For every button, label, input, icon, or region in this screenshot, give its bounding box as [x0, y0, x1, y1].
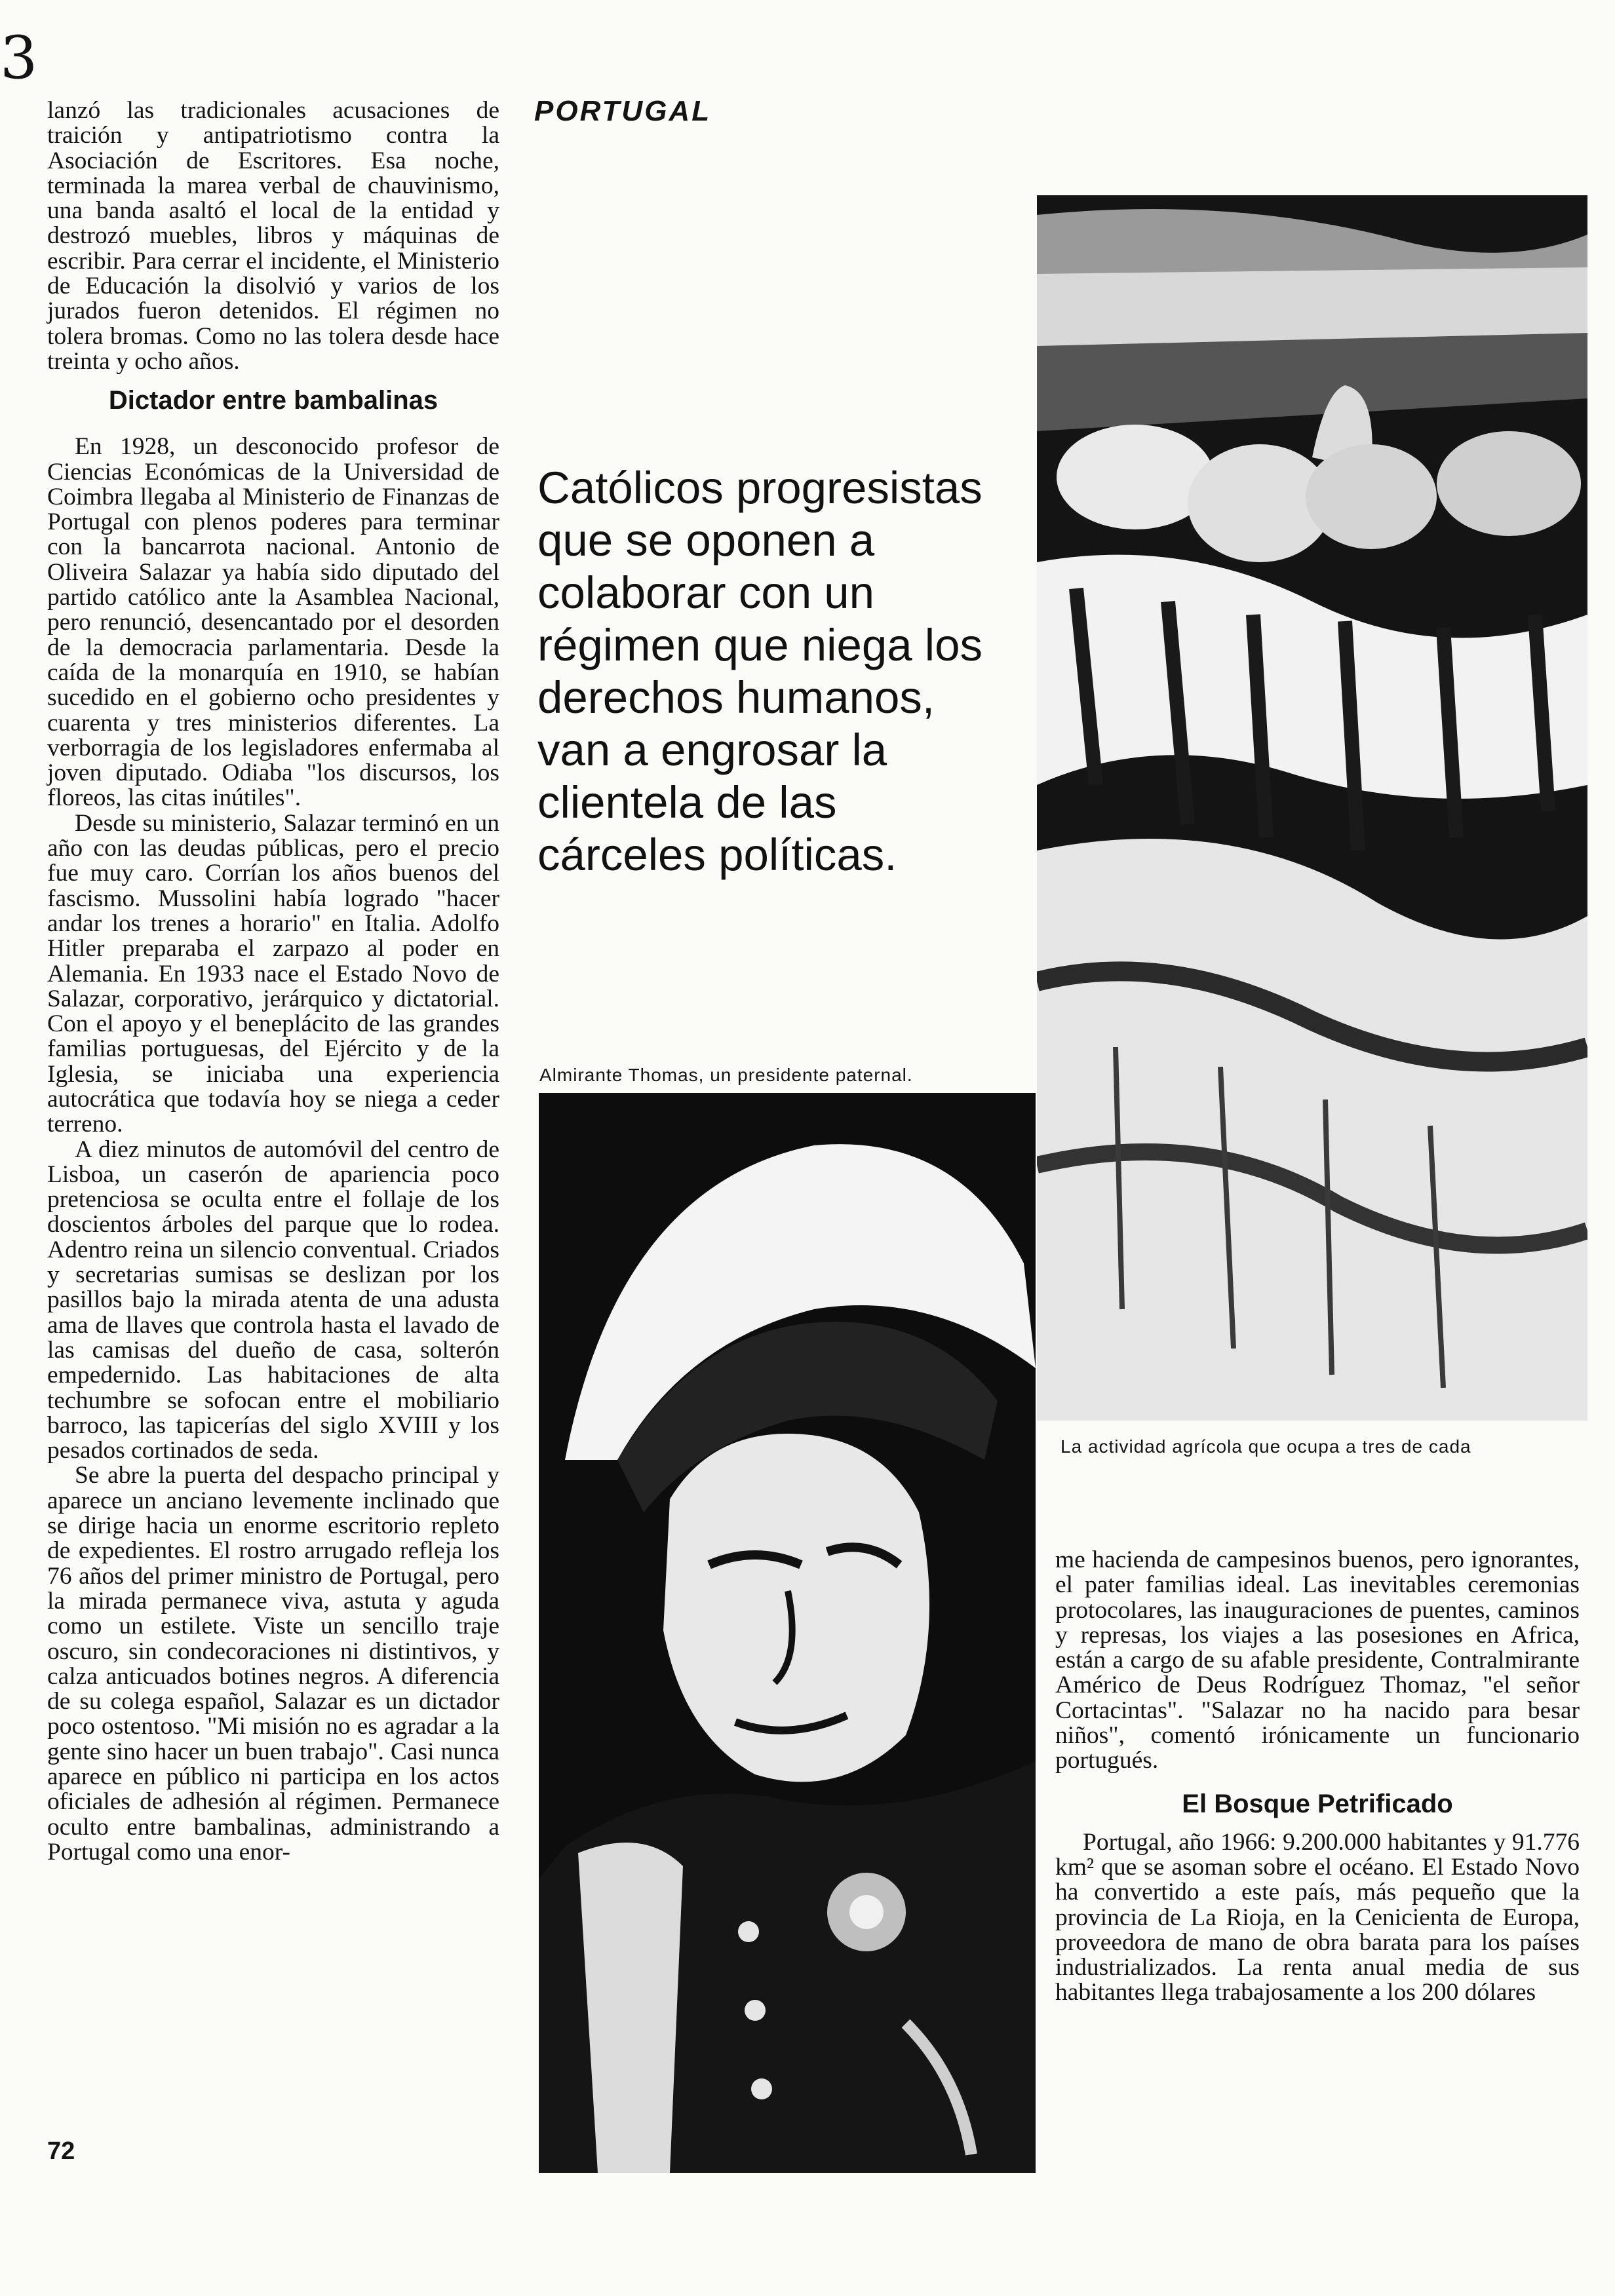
left-paragraph-5: Se abre la puerta del despacho principal y aparece un anciano levemente inclinado que se dirige hacia un enorme escritorio repleto de expedientes. El rostro arrugado refleja los 76 años del primer ministro de Portugal, pero la mirada permanece viva, astuta y aguda como un estilete. Viste un sencillo traje oscuro, sin condecoraciones ni distintivos, y calza anticuados botines negros. A diferencia de su colega español, Salazar es un dictador poco ostentoso. "Mi misión no es agradar a la gente sino hacer un buen trabajo". Casi nunca aparece en público ni participa en los actos oficiales de adhesión al régimen. Permanece oculto entre bambalinas, administrando a Portugal como una enor- [47, 1462, 499, 1866]
section-label: PORTUGAL [534, 95, 712, 127]
page-number: 72 [47, 2137, 75, 2165]
left-paragraph-1: lanzó las tradicionales acusaciones de traición y antipatriotismo contra la Asociación de Escritores. Esa noche, terminada la marea verbal de chauvinismo, una banda asaltó el local de la entidad y destrozó muebles, libros y máquinas de escribir. Para cerrar el incidente, el Ministerio de Educación la disolvió y varios de los jurados fueron detenidos. El régimen no tolera bromas. Como no las tolera desde hace treinta y ocho años. [47, 97, 499, 375]
caption-thomas: Almirante Thomas, un presidente paternal. [539, 1065, 913, 1085]
agriculture-photo-art [1037, 195, 1587, 1421]
left-paragraph-3: Desde su ministerio, Salazar terminó en un año con las deudas públicas, pero el precio fue muy caro. Corrían los años buenos del fascismo. Mussolini había logrado "hacer andar los trenes a horario" en Italia. Adolfo Hitler preparaba el zarpazo al poder en Alemania. En 1933 nace el Estado Novo de Salazar, corporativo, jerárquico y dictatorial. Con el apoyo y el beneplácito de las grandes familias portuguesas, del Ejército y de la Iglesia, se iniciaba una experiencia autocrática que todavía hoy se niega a ceder terreno. [47, 809, 499, 1138]
right-paragraph-1: me hacienda de campesinos buenos, pero ignorantes, el pater familias ideal. Las inevitables ceremonias protocolares, las inauguraciones de puentes, caminos y represas, los viajes a las posesiones en Africa, están a cargo de su afable presidente, Contralmirante Américo de Deus Rodríguez Thomaz, "el señor Cortacintas". "Salazar no ha nacido para besar niños", comentó irónicamente un funcionario portugués. [1055, 1546, 1580, 1774]
thomas-portrait-photo [539, 1093, 1036, 2173]
page-corner-mark: 3 [0, 24, 38, 92]
right-column [1055, 1548, 1580, 2006]
thomas-portrait-art [539, 1093, 1036, 2173]
pull-quote: Católicos progresistas que se oponen a colaborar con un régimen que niega los derechos humanos, van a engrosar la clientela de las cárceles políticas. [537, 463, 983, 880]
subhead-dictador: Dictador entre bambalinas [108, 386, 438, 415]
left-paragraph-2: En 1928, un desconocido profesor de Ciencias Económicas de la Universidad de Coimbra llegaba al Ministerio de Finanzas de Portugal con plenos poderes para terminar con la bancarrota nacional. Antonio de Oliveira Salazar ya había sido diputado del partido católico ante la Asamblea Nacional, pero renunció, desencantado por el desorden de la democracia parlamentaria. Desde la caída de la monarquía en 1910, se habían sucedido en el gobierno ocho presidentes y cuarenta y tres ministerios diferentes. La verborragia de los legisladores enfermaba al joven diputado. Odiaba "los discursos, los floreos, las citas inútiles". [47, 433, 499, 812]
left-paragraph-4: A diez minutos de automóvil del centro de Lisboa, un caserón de apariencia poco pretenciosa se oculta entre el follaje de los doscientos árboles del parque que lo rodea. Adentro reina un silencio conventual. Criados y secretarias sumisas se deslizan por los pasillos bajo la mirada atenta de una adusta ama de llaves que controla hasta el lavado de las camisas del dueño de casa, solterón empedernido. Las habitaciones de alta techumbre se sofocan entre el mobiliario barroco, las tapicerías del siglo XVIII y los pesados cortinados de seda. [47, 1136, 499, 1464]
subhead-bosque: El Bosque Petrificado [1182, 1789, 1453, 1818]
right-paragraph-2: Portugal, año 1966: 9.200.000 habitantes y 91.776 km² que se asoman sobre el océano. El Estado Novo ha convertido a este país, más pequeño que la provincia de La Rioja, en la Cenicienta de Europa, proveedora de mano de obra barata para los países industrializados. La renta anual media de sus habitantes llega trabajosamente a los 200 dólares [1055, 1828, 1580, 2006]
caption-agriculture: La actividad agrícola que ocupa a tres de cada [1060, 1436, 1471, 1457]
agriculture-photo [1037, 195, 1587, 1421]
left-column [47, 98, 499, 1865]
